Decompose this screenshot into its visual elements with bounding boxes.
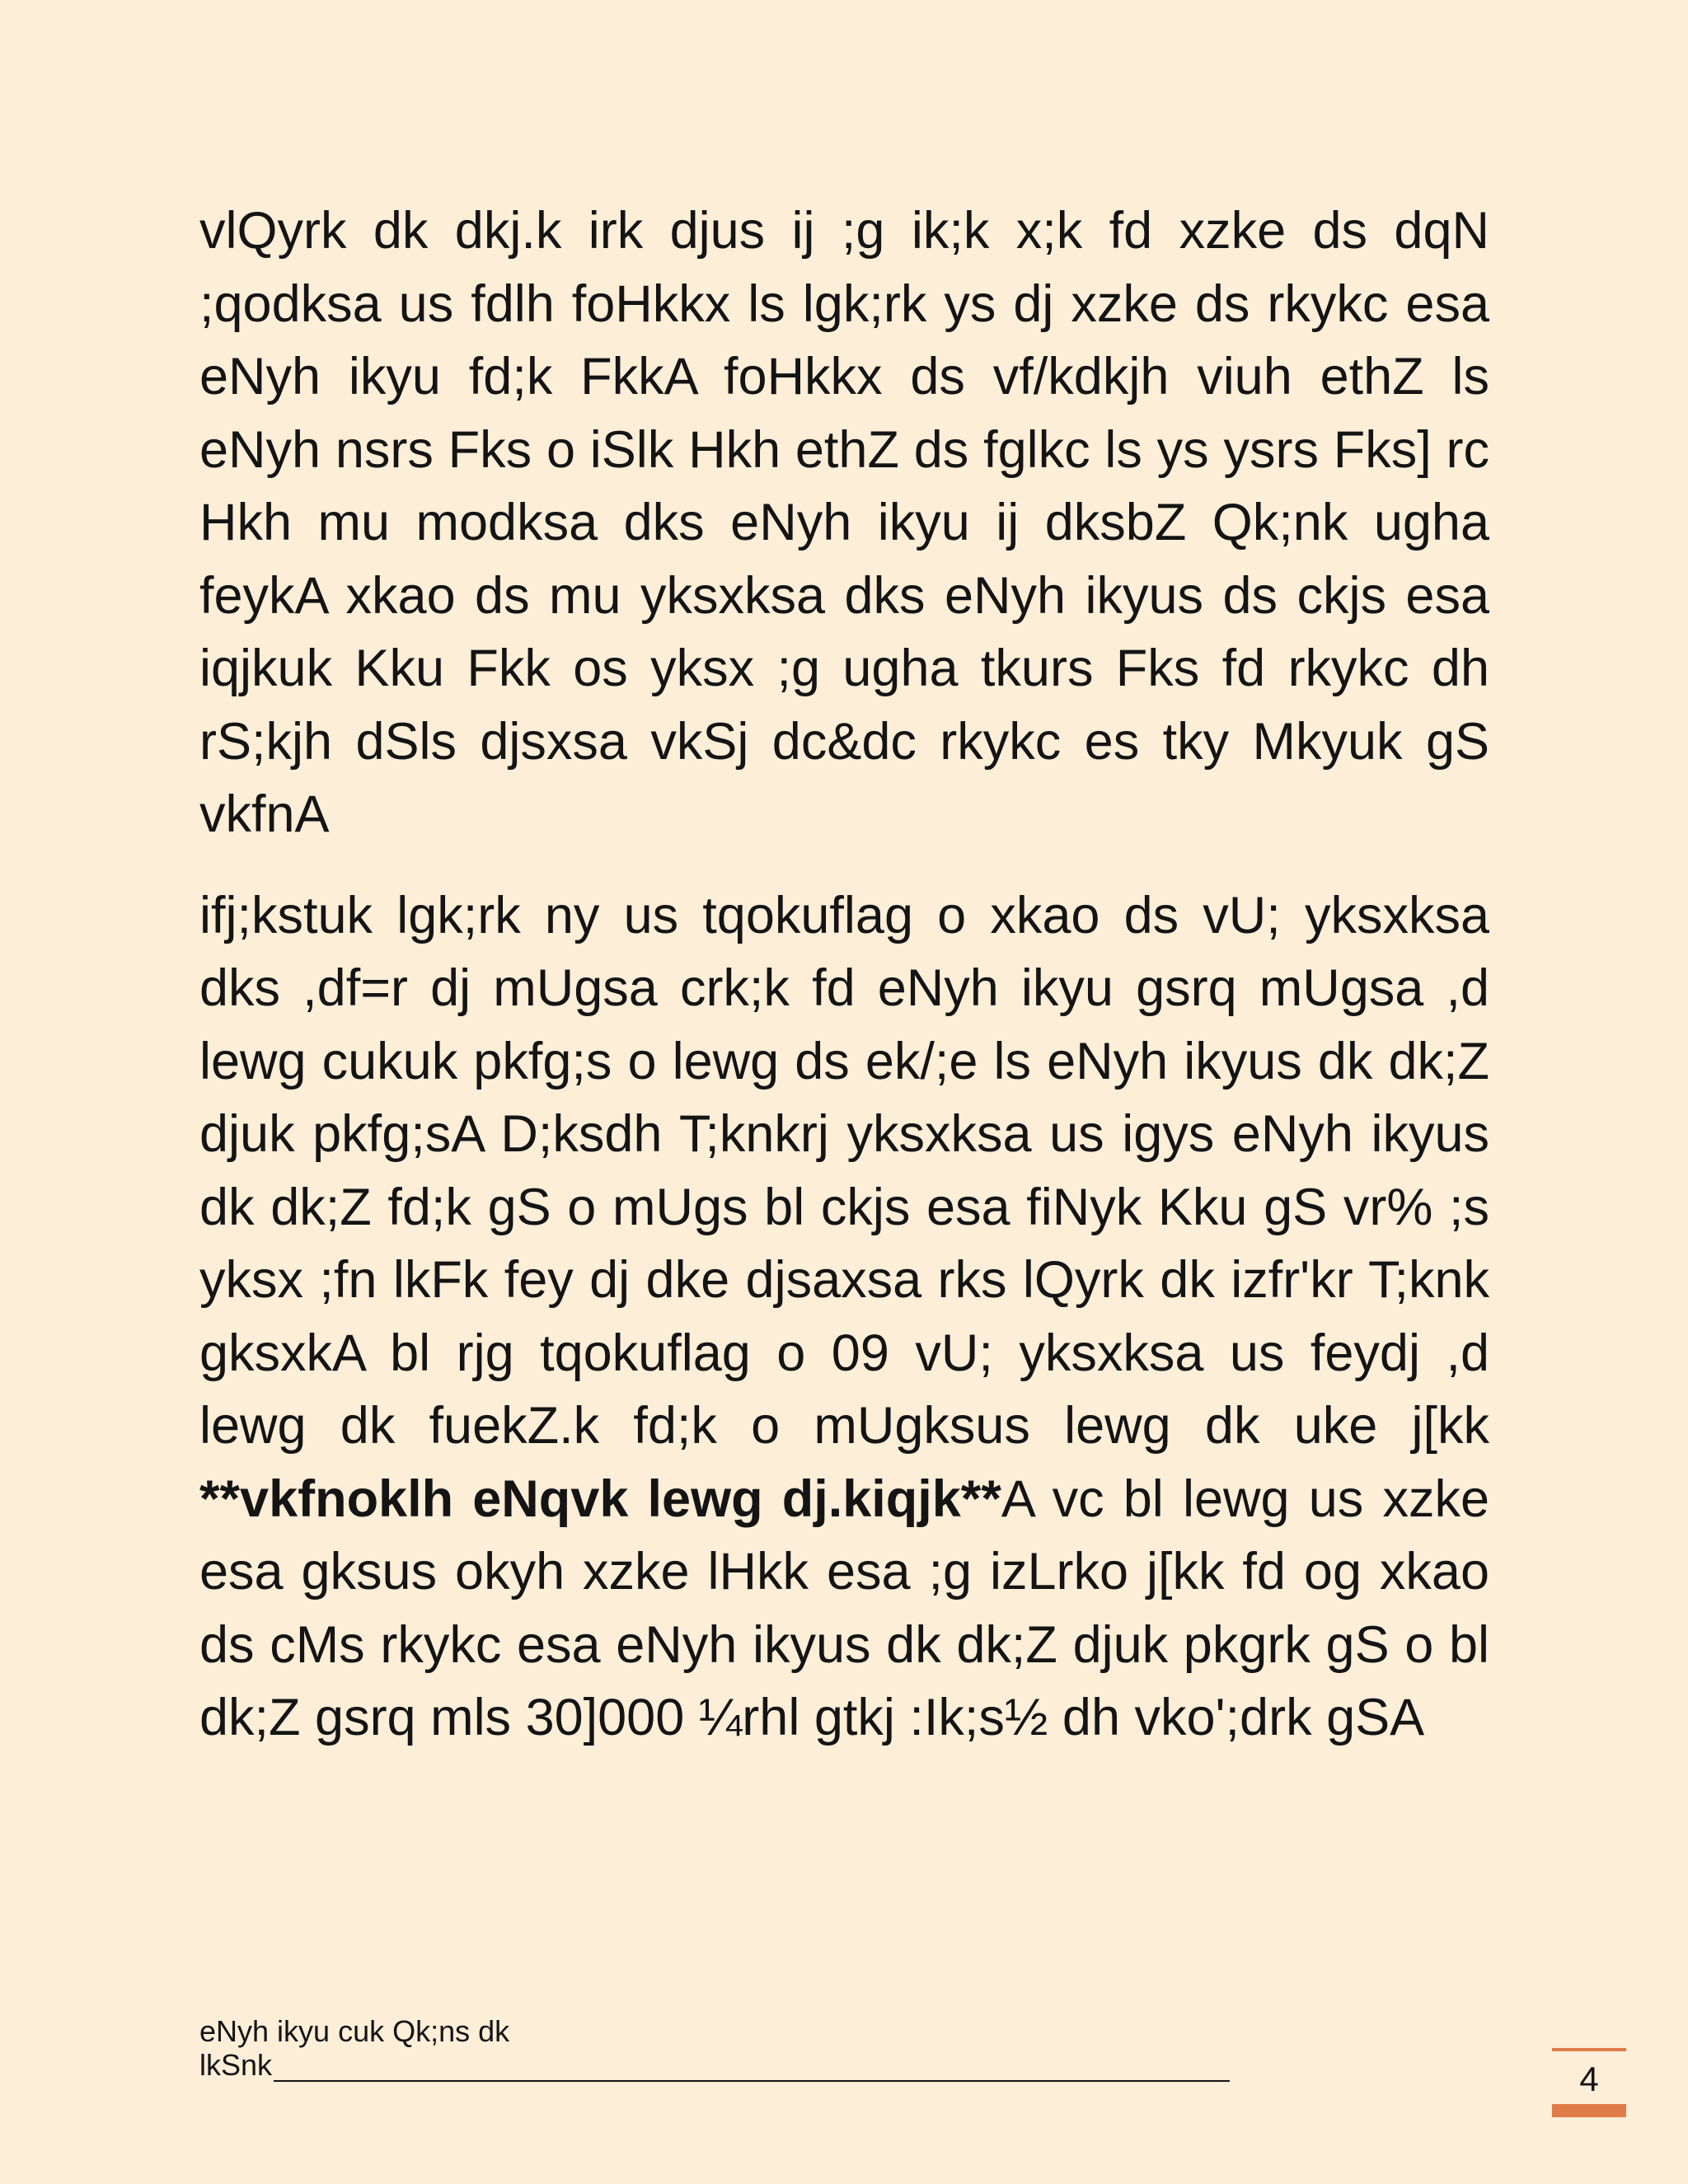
group-name-bold: **vkfnoklh eNqvk lewg dj.kiqjk**	[199, 1469, 1001, 1528]
footer-title-line-1: eNyh ikyu cuk Qk;ns dk	[199, 2014, 510, 2048]
footer-title-line-2-row	[199, 2048, 1230, 2082]
page-number-top-rule	[1552, 2048, 1626, 2051]
footer-underline	[274, 2050, 1230, 2082]
main-content	[199, 194, 1489, 1755]
paragraph-2-text-start: ifj;kstuk lgk;rk ny us tqokuflag o xkao ds vU; yksxksa dks ,df=r dj mUgsa crk;k fd eNyh ikyu gsrq mUgsa ,d lewg cukuk pkfg;s o lewg ds ek/;e ls eNyh ikyus dk dk;Z djuk pkfg;sA D;ksdh T;knkrj yksxksa us igys eNyh ikyus dk dk;Z fd;k gS o mUgs bl ckjs esa fiNyk Kku gS vr% ;s yksx ;fn lkFk fey dj dke djsaxsa rks lQyrk dk izfr'kr T;knk gksxkA bl rjg tqokuflag o 09 vU; yksxksa us feydj ,d lewg dk fuekZ.k fd;k o mUgksus lewg dk uke j[kk	[199, 886, 1489, 1455]
page-number: 4	[1579, 2060, 1599, 2098]
page-number-bottom-bar	[1552, 2104, 1626, 2117]
paragraph-2	[199, 879, 1489, 1755]
page-footer	[199, 2014, 1230, 2082]
paragraph-1: vlQyrk dk dkj.k irk djus ij ;g ik;k x;k fd xzke ds dqN ;qodksa us fdlh foHkkx ls lgk;rk ys dj xzke ds rkykc esa eNyh ikyu fd;k FkkA foHkkx ds vf/kdkjh viuh ethZ ls eNyh nsrs Fks o iSlk Hkh ethZ ds fglkc ls ys ysrs Fks] rc Hkh mu modksa dks eNyh ikyu ij dksbZ Qk;nk ugha feykA xkao ds mu yksxksa dks eNyh ikyus ds ckjs esa iqjkuk Kku Fkk os yksx ;g ugha tkurs Fks fd rkykc dh rS;kjh dSls djsxsa vkSj dc&dc rkykc es tky Mkyuk gS vkfnA	[199, 202, 1489, 843]
page-number-box	[1552, 2048, 1626, 2116]
paragraph-2-text-end: A vc bl lewg us xzke esa gksus okyh xzke lHkk esa ;g izLrko j[kk fd og xkao ds cMs rkykc esa eNyh ikyus dk dk;Z djuk pkgrk gS o bl dk;Z gsrq mls 30]000 ¼rhl gtkj :Ik;s½ dh vko';drk gSA	[199, 1469, 1489, 1746]
footer-title-line-2: lkSnk	[199, 2048, 273, 2082]
